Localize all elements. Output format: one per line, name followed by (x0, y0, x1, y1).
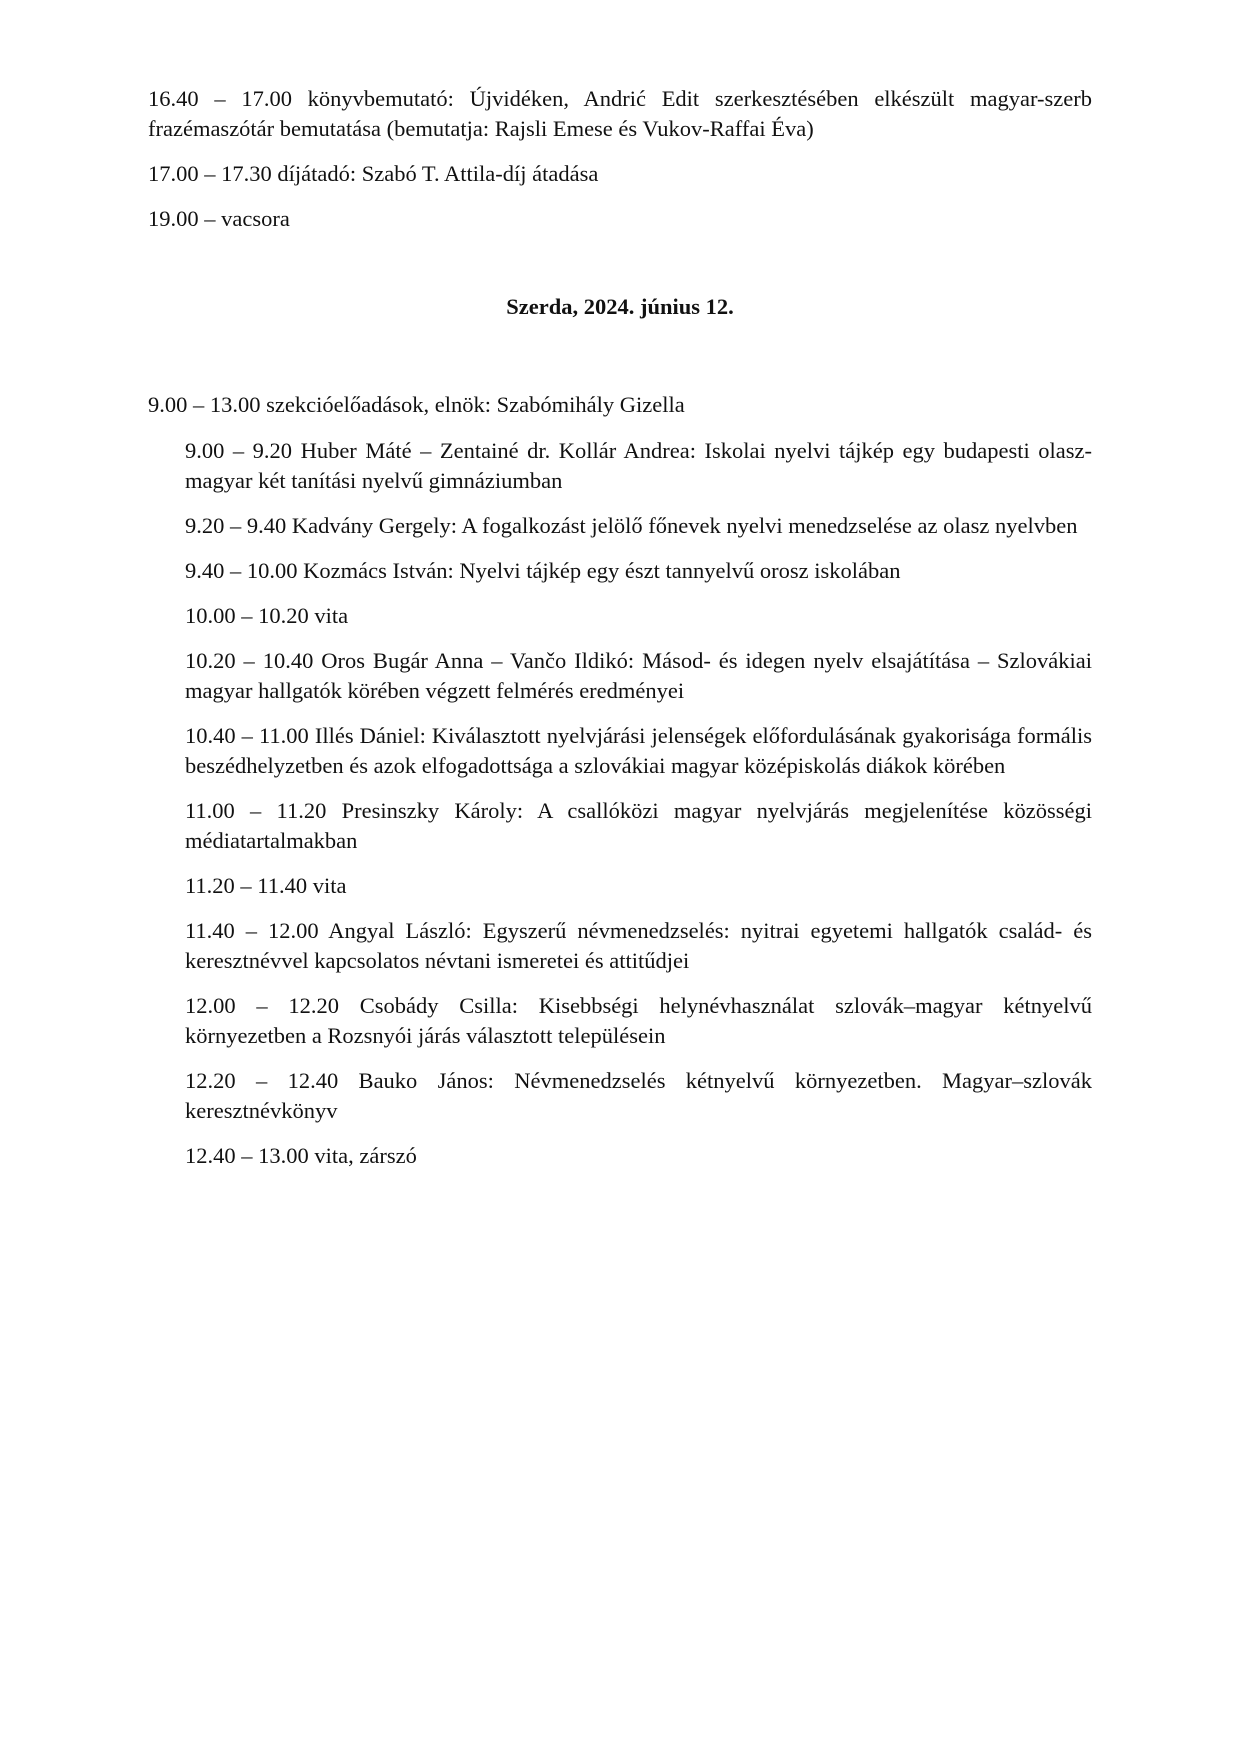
talk-item: 10.00 – 10.20 vita (185, 603, 349, 628)
talk-item: 11.20 – 11.40 vita (185, 873, 347, 898)
program-page (148, 84, 1092, 1186)
talk-item: 9.40 – 10.00 Kozmács István: Nyelvi tájkép egy észt tannyelvű orosz iskolában (185, 558, 901, 583)
talk-item: 9.00 – 9.20 Huber Máté – Zentainé dr. Kollár Andrea: Iskolai nyelvi tájkép egy budapesti olasz-magyar két tanítási nyelvű gimnáziumban (185, 438, 1092, 493)
talk-item: 9.20 – 9.40 Kadvány Gergely: A fogalkozást jelölő főnevek nyelvi menedzselése az olasz nyelvben (185, 513, 1078, 538)
section-heading: 9.00 – 13.00 szekcióelőadások, elnök: Szabómihály Gizella (148, 392, 685, 417)
program-item: 17.00 – 17.30 díjátadó: Szabó T. Attila-díj átadása (148, 161, 599, 186)
talk-list (185, 436, 1092, 1171)
day-heading: Szerda, 2024. június 12. (506, 294, 734, 319)
talk-item: 12.40 – 13.00 vita, zárszó (185, 1143, 417, 1168)
program-item: 16.40 – 17.00 könyvbemutató: Újvidéken, Andrić Edit szerkesztésében elkészült magyar-szerb frazémaszótár bemutatása (bemutatja: Rajsli Emese és Vukov-Raffai Éva) (148, 86, 1092, 141)
talk-item: 12.00 – 12.20 Csobády Csilla: Kisebbségi helynévhasználat szlovák–magyar kétnyelvű környezetben a Rozsnyói járás választott településein (185, 993, 1092, 1048)
talk-item: 11.40 – 12.00 Angyal László: Egyszerű névmenedzselés: nyitrai egyetemi hallgatók család- és keresztnévvel kapcsolatos névtani ismeretei és attitűdjei (185, 918, 1092, 973)
talk-item: 10.40 – 11.00 Illés Dániel: Kiválasztott nyelvjárási jelenségek előfordulásának gyakorisága formális beszédhelyzetben és azok elfogadottsága a szlovákiai magyar középiskolás diákok körében (185, 723, 1092, 778)
talk-item: 11.00 – 11.20 Presinszky Károly: A csallóközi magyar nyelvjárás megjelenítése közösségi médiatartalmakban (185, 798, 1092, 853)
talk-item: 12.20 – 12.40 Bauko János: Névmenedzselés kétnyelvű környezetben. Magyar–szlovák keresztnévkönyv (185, 1068, 1092, 1123)
talk-item: 10.20 – 10.40 Oros Bugár Anna – Vančo Ildikó: Másod- és idegen nyelv elsajátítása – Szlovákiai magyar hallgatók körében végzett felmérés eredményei (185, 648, 1092, 703)
program-item: 19.00 – vacsora (148, 206, 290, 231)
